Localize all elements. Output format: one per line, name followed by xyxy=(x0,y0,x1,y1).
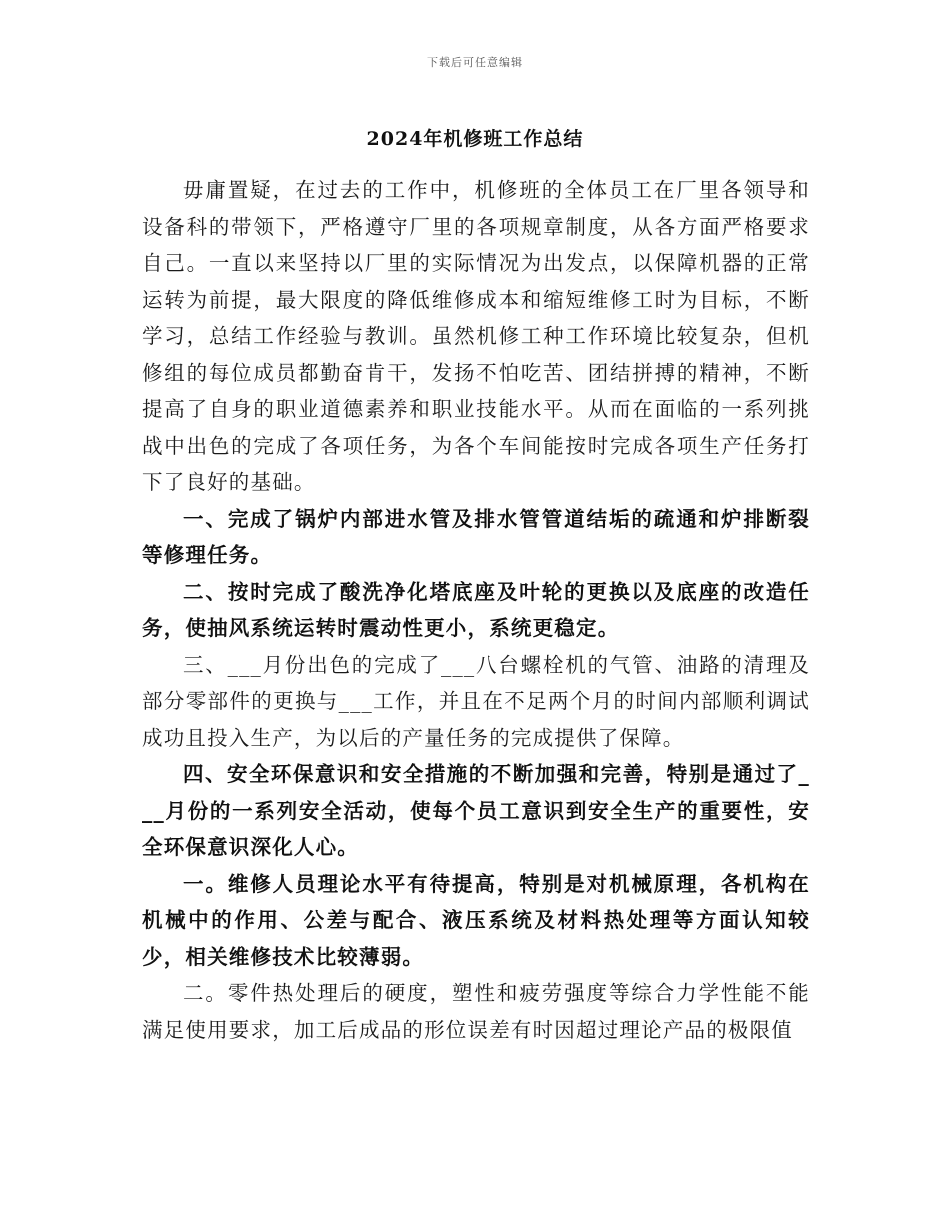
paragraph-item-2: 二、按时完成了酸洗净化塔底座及叶轮的更换以及底座的改造任务，使抽风系统运转时震动性更小，系统更稳定。 xyxy=(142,579,810,640)
paragraph-issue-1: 一。维修人员理论水平有待提高，特别是对机械原理，各机构在机械中的作用、公差与配合、液压系统及材料热处理等方面认知较少，相关维修技术比较薄弱。 xyxy=(142,871,810,969)
paragraph-intro: 毋庸置疑，在过去的工作中，机修班的全体员工在厂里各领导和设备科的带领下，严格遵守厂里的各项规章制度，从各方面严格要求自己。一直以来坚持以厂里的实际情况为出发点，以保障机器的正常运转为前提，最大限度的降低维修成本和缩短维修工时为目标，不断学习，总结工作经验与教训。虽然机修工种工作环境比较复杂，但机修组的每位成员都勤奋肯干，发扬不怕吃苦、团结拼搏的精神，不断提高了自身的职业道德素养和职业技能水平。从而在面临的一系列挑战中出色的完成了各项任务，为各个车间能按时完成各项生产任务打下了良好的基础。 xyxy=(142,178,810,494)
paragraph-issue-2: 二。零件热处理后的硬度，塑性和疲劳强度等综合力学性能不能满足使用要求，加工后成品的形位误差有时因超过理论产品的极限值 xyxy=(142,981,810,1042)
header-note: 下载后可任意编辑 xyxy=(427,56,523,69)
document-body xyxy=(142,172,810,1048)
paragraph-item-4: 四、安全环保意识和安全措施的不断加强和完善，特别是通过了___月份的一系列安全活动，使每个员工意识到安全生产的重要性，安全环保意识深化人心。 xyxy=(142,762,810,859)
document-title: 2024年机修班工作总结 xyxy=(366,128,584,150)
paragraph-item-1: 一、完成了锅炉内部进水管及排水管管道结垢的疏通和炉排断裂等修理任务。 xyxy=(142,506,810,567)
paragraph-item-3: 三、___月份出色的完成了___八台螺栓机的气管、油路的清理及部分零部件的更换与___工作，并且在不足两个月的时间内部顺利调试成功且投入生产，为以后的产量任务的完成提供了保障。 xyxy=(142,652,810,750)
